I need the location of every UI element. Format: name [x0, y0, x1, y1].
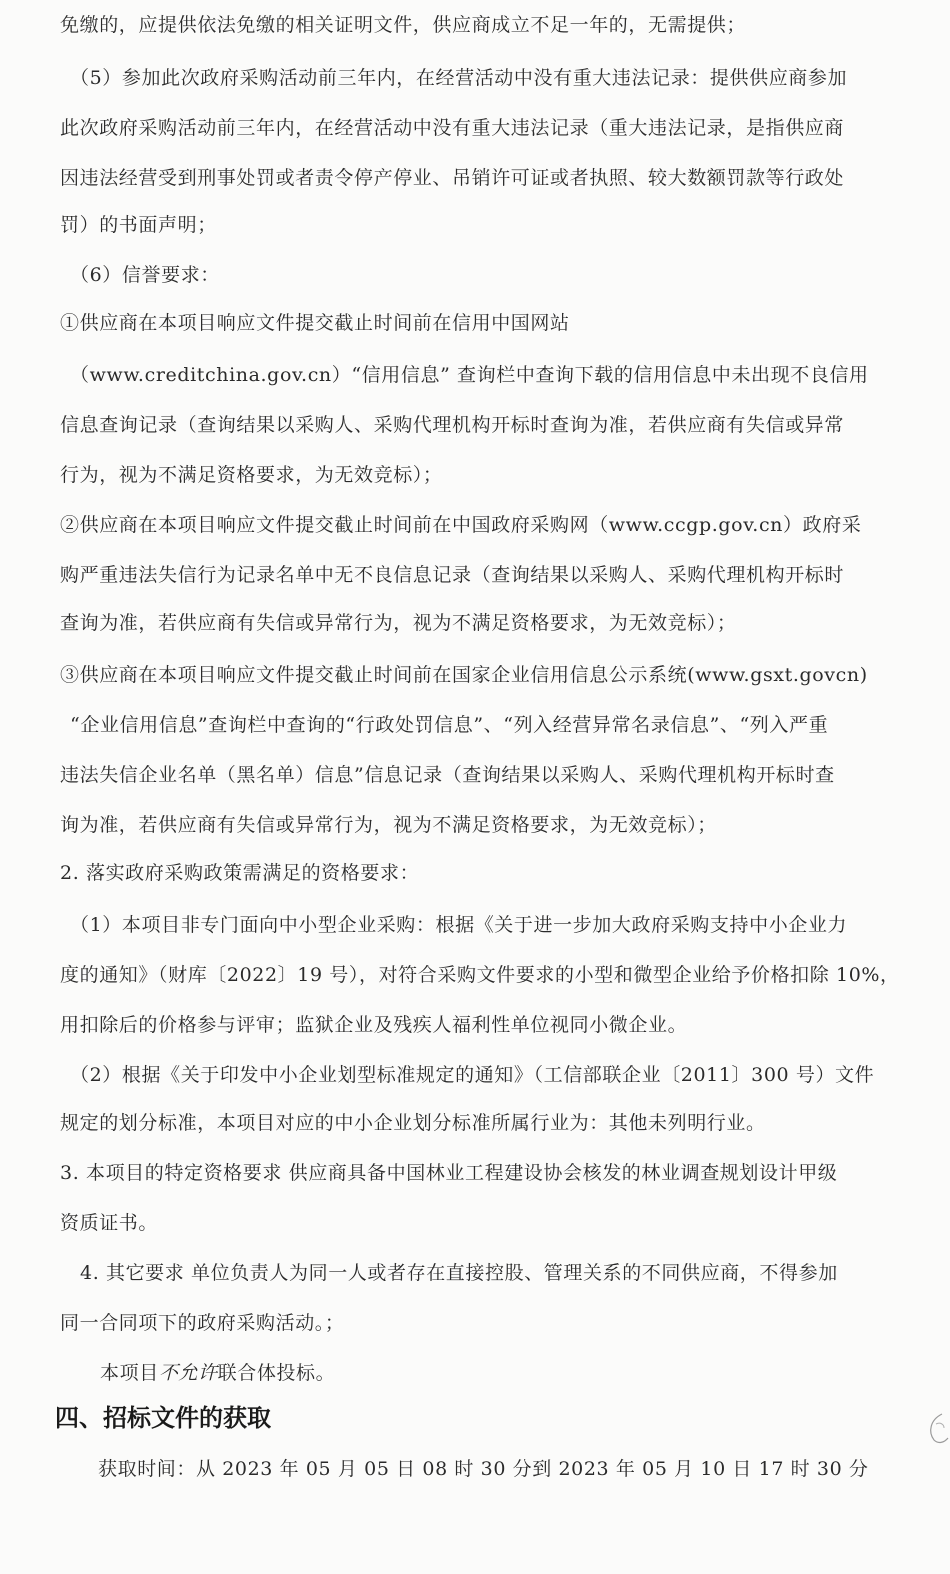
text-line: 4. 其它要求 单位负责人为同一人或者存在直接控股、管理关系的不同供应商，不得参加 [80, 1262, 838, 1284]
text-line: “企业信用信息”查询栏中查询的“行政处罚信息”、“列入经营异常名录信息”、“列入严重 [70, 714, 829, 736]
text-line: （www.creditchina.gov.cn）“信用信息” 查询栏中查询下载的信用信息中未出现不良信用 [70, 364, 869, 386]
text-line: ①供应商在本项目响应文件提交截止时间前在信用中国网站 [60, 312, 570, 334]
text-line: 此次政府采购活动前三年内，在经营活动中没有重大违法记录（重大违法记录，是指供应商 [60, 117, 845, 139]
text-line: 用扣除后的价格参与评审；监狱企业及残疾人福利性单位视同小微企业。 [60, 1014, 688, 1036]
text-line: 规定的划分标准，本项目对应的中小企业划分标准所属行业为：其他未列明行业。 [60, 1112, 766, 1134]
text-line: 免缴的，应提供依法免缴的相关证明文件，供应商成立不足一年的，无需提供； [60, 14, 747, 36]
text-line: ③供应商在本项目响应文件提交截止时间前在国家企业信用信息公示系统(www.gsxt.govcn) [60, 664, 868, 686]
acquisition-time: 获取时间：从 2023 年 05 月 05 日 08 时 30 分到 2023 年 05 月 10 日 17 时 30 分 [98, 1458, 869, 1480]
text-line: 询为准，若供应商有失信或异常行为，视为不满足资格要求，为无效竞标）； [60, 814, 717, 836]
note-emphasis: 不允许 [158, 1362, 218, 1384]
note-prefix: 本项目 [100, 1362, 159, 1384]
text-line: 因违法经营受到刑事处罚或者责令停产停业、吊销许可证或者执照、较大数额罚款等行政处 [60, 167, 845, 189]
text-line: 罚）的书面声明； [60, 214, 217, 236]
text-line: 违法失信企业名单（黑名单）信息”信息记录（查询结果以采购人、采购代理机构开标时查 [60, 764, 835, 786]
text-line: 2. 落实政府采购政策需满足的资格要求： [60, 862, 420, 884]
scan-artifact-icon [922, 1410, 950, 1450]
text-line: 行为，视为不满足资格要求，为无效竞标）； [60, 464, 443, 486]
section-heading: 四、招标文件的获取 [55, 1404, 271, 1432]
text-line: 购严重违法失信行为记录名单中无不良信息记录（查询结果以采购人、采购代理机构开标时 [60, 564, 845, 586]
joint-bidding-note [100, 1360, 335, 1386]
text-line: （6）信誉要求： [70, 264, 220, 286]
text-line: （1）本项目非专门面向中小型企业采购：根据《关于进一步加大政府采购支持中小企业力 [70, 914, 848, 936]
text-line: 度的通知》（财库〔2022〕19 号），对符合采购文件要求的小型和微型企业给予价格扣除 10%， [60, 964, 900, 986]
text-line: 3. 本项目的特定资格要求 供应商具备中国林业工程建设协会核发的林业调查规划设计甲级 [60, 1162, 838, 1184]
text-line: 资质证书。 [60, 1212, 159, 1234]
text-line: （2）根据《关于印发中小企业划型标准规定的通知》（工信部联企业〔2011〕300 号）文件 [70, 1064, 875, 1086]
text-line: 查询为准，若供应商有失信或异常行为，视为不满足资格要求，为无效竞标）； [60, 612, 737, 634]
text-line: 信息查询记录（查询结果以采购人、采购代理机构开标时查询为准，若供应商有失信或异常 [60, 414, 845, 436]
text-line: 同一合同项下的政府采购活动。； [60, 1312, 345, 1334]
note-suffix: 联合体投标。 [217, 1362, 336, 1384]
text-line: （5）参加此次政府采购活动前三年内，在经营活动中没有重大违法记录：提供供应商参加 [70, 67, 848, 89]
text-line: ②供应商在本项目响应文件提交截止时间前在中国政府采购网（www.ccgp.gov.cn）政府采 [60, 514, 862, 536]
